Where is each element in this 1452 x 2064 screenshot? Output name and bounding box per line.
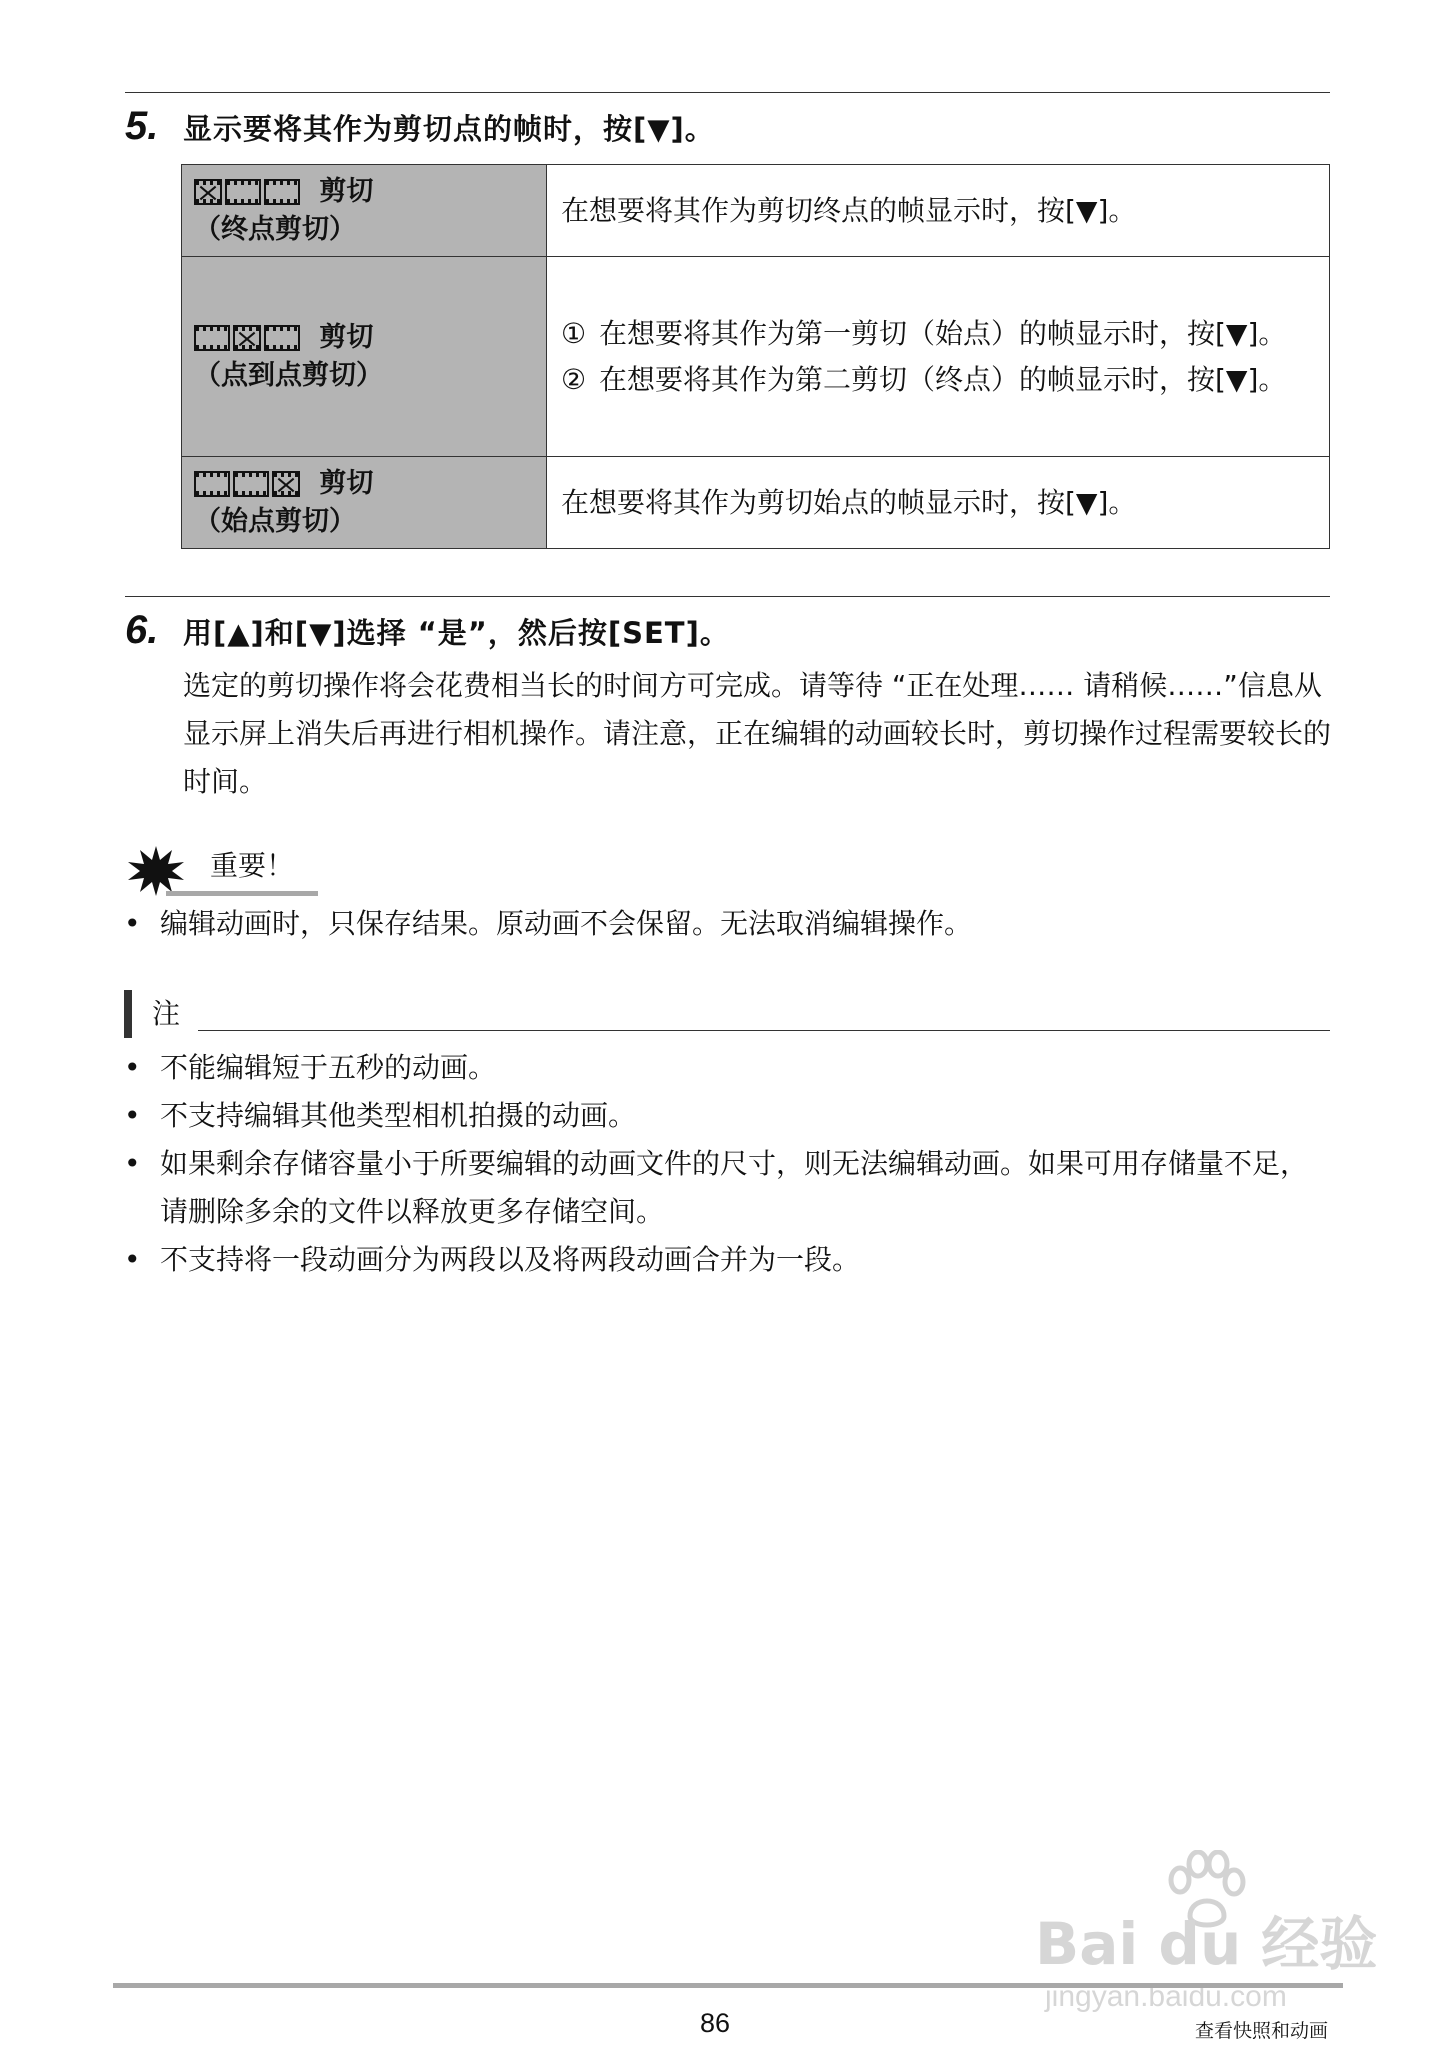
item-number: ① bbox=[561, 316, 587, 350]
list-item bbox=[124, 900, 1334, 948]
important-heading bbox=[126, 846, 318, 896]
note-heading bbox=[124, 990, 1330, 1040]
bullet: • bbox=[124, 1147, 141, 1180]
step-5-heading bbox=[125, 104, 715, 149]
bullet: • bbox=[124, 907, 141, 940]
mode-label-type: （点到点剪切） bbox=[194, 359, 383, 391]
cut-modes-table bbox=[181, 164, 1330, 549]
note-label: 注 bbox=[152, 997, 181, 1030]
bullet-text: 不能编辑短于五秒的动画。 bbox=[160, 1051, 497, 1084]
cut-middle-segments-icon bbox=[194, 325, 300, 351]
bullet: • bbox=[124, 1099, 141, 1132]
table-row bbox=[182, 457, 1330, 549]
table-row bbox=[182, 165, 1330, 257]
page-number: 86 bbox=[700, 2008, 731, 2038]
item-text: 在想要将其作为第二剪切（终点）的帧显示时，按[▼]。 bbox=[599, 362, 1287, 396]
step-6-number: 6. bbox=[125, 608, 159, 652]
mode-label-cell bbox=[182, 457, 547, 549]
important-label: 重要！ bbox=[210, 849, 295, 882]
step-6-body: 选定的剪切操作将会花费相当长的时间方可完成。请等待 “正在处理…… 请稍候……”信息从显示屏上消失后再进行相机操作。请注意，正在编辑的动画较长时，剪切操作过程需要较长的时间。 bbox=[183, 669, 1332, 798]
list-item bbox=[561, 311, 1315, 357]
top-rule bbox=[125, 92, 1330, 93]
step-6-heading bbox=[125, 608, 730, 653]
mode-description: 在想要将其作为剪切始点的帧显示时，按[▼]。 bbox=[547, 457, 1330, 549]
watermark-url: jingyan.baidu.com bbox=[1045, 1980, 1287, 2013]
bullet-text: 不支持将一段动画分为两段以及将两段动画合并为一段。 bbox=[160, 1243, 861, 1276]
mode-label-cell bbox=[182, 165, 547, 257]
mode-label-cell bbox=[182, 257, 547, 457]
bullet-text: 如果剩余存储容量小于所要编辑的动画文件的尺寸，则无法编辑动画。如果可用存储量不足，请删除多余的文件以释放更多存储空间。 bbox=[160, 1147, 1309, 1228]
item-number: ② bbox=[561, 362, 587, 396]
step-5-number: 5. bbox=[125, 104, 159, 148]
list-item bbox=[124, 1044, 1334, 1092]
bullet: • bbox=[124, 1243, 141, 1276]
mode-label-name: 剪切 bbox=[319, 467, 374, 499]
mode-label-name: 剪切 bbox=[319, 321, 374, 353]
step-5-title: 显示要将其作为剪切点的帧时，按[▼]。 bbox=[183, 112, 715, 146]
step-6-rule bbox=[125, 596, 1330, 597]
footer-section-title: 查看快照和动画 bbox=[1194, 2020, 1328, 2042]
list-item bbox=[124, 1140, 1334, 1236]
cut-start-segments-icon bbox=[194, 471, 300, 497]
important-list bbox=[124, 900, 1334, 948]
cut-end-segments-icon bbox=[194, 179, 300, 205]
list-item bbox=[124, 1236, 1334, 1284]
mode-description bbox=[547, 257, 1330, 457]
item-text: 在想要将其作为第一剪切（始点）的帧显示时，按[▼]。 bbox=[599, 316, 1287, 350]
mode-description: 在想要将其作为剪切终点的帧显示时，按[▼]。 bbox=[547, 165, 1330, 257]
burst-icon bbox=[126, 846, 186, 896]
bullet: • bbox=[124, 1051, 141, 1084]
important-underline bbox=[166, 891, 318, 896]
note-bar bbox=[124, 990, 132, 1038]
note-rule bbox=[198, 1030, 1330, 1031]
watermark-brand: Bai du 经验 bbox=[1035, 1910, 1378, 1978]
footer-rule bbox=[113, 1983, 1343, 1988]
bullet-text: 编辑动画时，只保存结果。原动画不会保留。无法取消编辑操作。 bbox=[160, 907, 973, 940]
mode-label-name: 剪切 bbox=[319, 175, 374, 207]
bullet-text: 不支持编辑其他类型相机拍摄的动画。 bbox=[160, 1099, 637, 1132]
note-list bbox=[124, 1044, 1334, 1284]
mode-label-type: （始点剪切） bbox=[194, 505, 356, 537]
list-item bbox=[124, 1092, 1334, 1140]
watermark bbox=[1035, 1850, 1378, 2025]
mode-label-type: （终点剪切） bbox=[194, 213, 356, 245]
step-6-title: 用[▲]和[▼]选择 “是”，然后按[SET]。 bbox=[183, 616, 730, 650]
list-item bbox=[561, 357, 1315, 403]
table-row bbox=[182, 257, 1330, 457]
